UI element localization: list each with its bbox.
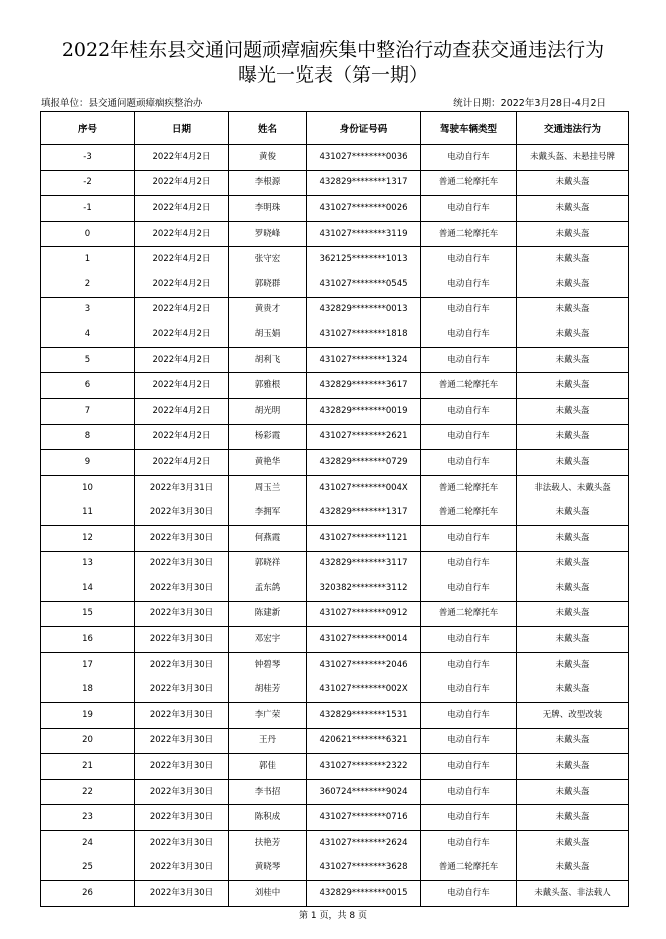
cell-vehicle-type: 电动自行车 xyxy=(421,297,517,322)
table-row xyxy=(41,297,629,322)
cell-vehicle-type: 电动自行车 xyxy=(421,247,517,272)
cell-id-number: 431027********2046 xyxy=(307,652,421,677)
table-row xyxy=(41,424,629,450)
table-row xyxy=(41,475,629,500)
cell-date: 2022年3月30日 xyxy=(135,601,229,627)
cell-vehicle-type: 电动自行车 xyxy=(421,831,517,856)
table-body xyxy=(41,145,629,907)
table-row xyxy=(41,322,629,347)
cell-name: 黄晓琴 xyxy=(229,856,307,881)
cell-serial-number: -3 xyxy=(41,145,135,171)
cell-vehicle-type: 电动自行车 xyxy=(421,576,517,601)
table-header-row xyxy=(41,112,629,145)
cell-date: 2022年4月2日 xyxy=(135,398,229,424)
cell-serial-number: 12 xyxy=(41,525,135,551)
cell-name: 黄俊 xyxy=(229,145,307,171)
cell-serial-number: 1 xyxy=(41,247,135,272)
cell-id-number: 431027********0716 xyxy=(307,805,421,831)
cell-vehicle-type: 电动自行车 xyxy=(421,525,517,551)
cell-date: 2022年3月30日 xyxy=(135,677,229,702)
cell-date: 2022年4月2日 xyxy=(135,221,229,247)
cell-id-number: 360724********9024 xyxy=(307,779,421,805)
cell-violation: 未戴头盔 xyxy=(517,551,629,576)
cell-violation: 未戴头盔 xyxy=(517,779,629,805)
cell-violation: 非法载人、未戴头盔 xyxy=(517,475,629,500)
cell-serial-number: -2 xyxy=(41,170,135,196)
cell-date: 2022年3月30日 xyxy=(135,754,229,780)
table-row xyxy=(41,398,629,424)
cell-violation: 未戴头盔 xyxy=(517,424,629,450)
cell-date: 2022年4月2日 xyxy=(135,450,229,476)
cell-violation: 未戴头盔 xyxy=(517,322,629,347)
cell-serial-number: 23 xyxy=(41,805,135,831)
cell-violation: 未戴头盔、非法载人 xyxy=(517,881,629,907)
cell-violation: 无牌、改型改装 xyxy=(517,703,629,729)
cell-id-number: 431027********0026 xyxy=(307,196,421,222)
page-footer: 第 1 页，共 8 页 xyxy=(299,911,367,921)
cell-name: 郭佳 xyxy=(229,754,307,780)
cell-name: 邓宏宇 xyxy=(229,627,307,653)
cell-serial-number: 8 xyxy=(41,424,135,450)
header-date: 日期 xyxy=(135,112,229,145)
cell-id-number: 431027********3119 xyxy=(307,221,421,247)
cell-serial-number: 15 xyxy=(41,601,135,627)
cell-id-number: 431027********2322 xyxy=(307,754,421,780)
header-name: 姓名 xyxy=(229,112,307,145)
header-id-number: 身份证号码 xyxy=(307,112,421,145)
cell-date: 2022年3月30日 xyxy=(135,627,229,653)
cell-serial-number: 5 xyxy=(41,347,135,373)
cell-serial-number: 22 xyxy=(41,779,135,805)
cell-date: 2022年3月30日 xyxy=(135,779,229,805)
cell-serial-number: 4 xyxy=(41,322,135,347)
cell-vehicle-type: 电动自行车 xyxy=(421,272,517,297)
cell-violation: 未戴头盔 xyxy=(517,601,629,627)
cell-vehicle-type: 普通二轮摩托车 xyxy=(421,221,517,247)
table-row xyxy=(41,272,629,297)
cell-vehicle-type: 电动自行车 xyxy=(421,728,517,754)
table-row xyxy=(41,779,629,805)
violation-table xyxy=(40,111,629,907)
cell-violation: 未戴头盔 xyxy=(517,754,629,780)
cell-violation: 未戴头盔 xyxy=(517,805,629,831)
cell-vehicle-type: 电动自行车 xyxy=(421,347,517,373)
table-row xyxy=(41,703,629,729)
cell-date: 2022年4月2日 xyxy=(135,347,229,373)
cell-id-number: 431027********0014 xyxy=(307,627,421,653)
cell-violation: 未戴头盔 xyxy=(517,627,629,653)
cell-date: 2022年4月2日 xyxy=(135,170,229,196)
cell-id-number: 431027********0912 xyxy=(307,601,421,627)
cell-violation: 未戴头盔 xyxy=(517,677,629,702)
cell-vehicle-type: 电动自行车 xyxy=(421,145,517,171)
cell-name: 周玉兰 xyxy=(229,475,307,500)
document-title xyxy=(0,38,666,88)
cell-id-number: 432829********3617 xyxy=(307,373,421,399)
cell-id-number: 432829********1531 xyxy=(307,703,421,729)
cell-date: 2022年3月30日 xyxy=(135,652,229,677)
table-row xyxy=(41,728,629,754)
cell-name: 李广荣 xyxy=(229,703,307,729)
cell-id-number: 431027********1324 xyxy=(307,347,421,373)
cell-vehicle-type: 电动自行车 xyxy=(421,424,517,450)
cell-serial-number: 25 xyxy=(41,856,135,881)
table-row xyxy=(41,247,629,272)
cell-serial-number: 19 xyxy=(41,703,135,729)
table-row xyxy=(41,525,629,551)
cell-name: 李书招 xyxy=(229,779,307,805)
cell-id-number: 431027********1818 xyxy=(307,322,421,347)
table-row xyxy=(41,754,629,780)
cell-vehicle-type: 电动自行车 xyxy=(421,627,517,653)
cell-id-number: 431027********0545 xyxy=(307,272,421,297)
cell-vehicle-type: 电动自行车 xyxy=(421,754,517,780)
cell-serial-number: 21 xyxy=(41,754,135,780)
cell-serial-number: 7 xyxy=(41,398,135,424)
cell-name: 钟碧琴 xyxy=(229,652,307,677)
cell-serial-number: 10 xyxy=(41,475,135,500)
cell-name: 黄艳华 xyxy=(229,450,307,476)
cell-vehicle-type: 电动自行车 xyxy=(421,398,517,424)
header-vehicle-type: 驾驶车辆类型 xyxy=(421,112,517,145)
cell-vehicle-type: 普通二轮摩托车 xyxy=(421,601,517,627)
cell-violation: 未戴头盔 xyxy=(517,373,629,399)
cell-id-number: 431027********1121 xyxy=(307,525,421,551)
cell-date: 2022年4月2日 xyxy=(135,272,229,297)
cell-vehicle-type: 电动自行车 xyxy=(421,322,517,347)
cell-vehicle-type: 电动自行车 xyxy=(421,652,517,677)
cell-date: 2022年3月30日 xyxy=(135,856,229,881)
cell-violation: 未戴头盔 xyxy=(517,450,629,476)
cell-serial-number: 24 xyxy=(41,831,135,856)
cell-serial-number: 14 xyxy=(41,576,135,601)
cell-violation: 未戴头盔 xyxy=(517,831,629,856)
cell-name: 王丹 xyxy=(229,728,307,754)
cell-date: 2022年4月2日 xyxy=(135,424,229,450)
cell-id-number: 431027********3628 xyxy=(307,856,421,881)
cell-violation: 未戴头盔 xyxy=(517,728,629,754)
cell-id-number: 432829********0015 xyxy=(307,881,421,907)
cell-name: 李根源 xyxy=(229,170,307,196)
cell-violation: 未戴头盔 xyxy=(517,525,629,551)
cell-name: 孟东鸽 xyxy=(229,576,307,601)
cell-date: 2022年4月2日 xyxy=(135,145,229,171)
cell-serial-number: 6 xyxy=(41,373,135,399)
cell-serial-number: 16 xyxy=(41,627,135,653)
cell-serial-number: 20 xyxy=(41,728,135,754)
title-line-2: 曝光一览表（第一期） xyxy=(237,64,428,86)
cell-vehicle-type: 普通二轮摩托车 xyxy=(421,856,517,881)
cell-violation: 未戴头盔 xyxy=(517,272,629,297)
header-violation: 交通违法行为 xyxy=(517,112,629,145)
cell-id-number: 420621********6321 xyxy=(307,728,421,754)
cell-date: 2022年3月30日 xyxy=(135,551,229,576)
cell-serial-number: 11 xyxy=(41,500,135,525)
cell-vehicle-type: 电动自行车 xyxy=(421,779,517,805)
table-row xyxy=(41,196,629,222)
table-row xyxy=(41,601,629,627)
cell-name: 刘桂中 xyxy=(229,881,307,907)
cell-date: 2022年3月30日 xyxy=(135,525,229,551)
cell-date: 2022年4月2日 xyxy=(135,247,229,272)
cell-serial-number: 3 xyxy=(41,297,135,322)
cell-vehicle-type: 电动自行车 xyxy=(421,805,517,831)
cell-id-number: 320382********3112 xyxy=(307,576,421,601)
table-row xyxy=(41,805,629,831)
cell-vehicle-type: 电动自行车 xyxy=(421,881,517,907)
cell-violation: 未戴头盔 xyxy=(517,500,629,525)
cell-violation: 未戴头盔 xyxy=(517,398,629,424)
cell-date: 2022年3月30日 xyxy=(135,703,229,729)
cell-date: 2022年3月30日 xyxy=(135,500,229,525)
cell-id-number: 431027********2621 xyxy=(307,424,421,450)
cell-name: 郭晓群 xyxy=(229,272,307,297)
cell-vehicle-type: 电动自行车 xyxy=(421,450,517,476)
table-row xyxy=(41,856,629,881)
cell-date: 2022年4月2日 xyxy=(135,322,229,347)
cell-date: 2022年3月30日 xyxy=(135,831,229,856)
cell-id-number: 431027********2624 xyxy=(307,831,421,856)
cell-id-number: 431027********004X xyxy=(307,475,421,500)
cell-date: 2022年4月2日 xyxy=(135,297,229,322)
cell-violation: 未戴头盔 xyxy=(517,221,629,247)
cell-violation: 未戴头盔 xyxy=(517,576,629,601)
cell-serial-number: 26 xyxy=(41,881,135,907)
cell-name: 胡玉娟 xyxy=(229,322,307,347)
cell-vehicle-type: 普通二轮摩托车 xyxy=(421,170,517,196)
cell-date: 2022年4月2日 xyxy=(135,196,229,222)
cell-serial-number: 2 xyxy=(41,272,135,297)
cell-vehicle-type: 电动自行车 xyxy=(421,196,517,222)
cell-serial-number: 17 xyxy=(41,652,135,677)
table-row xyxy=(41,677,629,702)
cell-serial-number: 13 xyxy=(41,551,135,576)
table-row xyxy=(41,170,629,196)
cell-id-number: 362125********1013 xyxy=(307,247,421,272)
statistics-date-range: 统计日期：2022年3月28日-4月2日 xyxy=(453,98,606,109)
cell-violation: 未戴头盔 xyxy=(517,170,629,196)
cell-violation: 未戴头盔 xyxy=(517,196,629,222)
title-line-1: 2022年桂东县交通问题顽瘴痼疾集中整治行动查获交通违法行为 xyxy=(61,39,605,61)
cell-name: 郭晓祥 xyxy=(229,551,307,576)
table-row xyxy=(41,450,629,476)
cell-violation: 未戴头盔 xyxy=(517,297,629,322)
header-serial-number: 序号 xyxy=(41,112,135,145)
cell-name: 扶艳芳 xyxy=(229,831,307,856)
cell-name: 李明珠 xyxy=(229,196,307,222)
cell-name: 胡利飞 xyxy=(229,347,307,373)
cell-name: 李拥军 xyxy=(229,500,307,525)
cell-serial-number: 0 xyxy=(41,221,135,247)
cell-date: 2022年3月30日 xyxy=(135,576,229,601)
cell-vehicle-type: 普通二轮摩托车 xyxy=(421,500,517,525)
table-row xyxy=(41,627,629,653)
cell-violation: 未戴头盔 xyxy=(517,247,629,272)
cell-serial-number: 18 xyxy=(41,677,135,702)
cell-name: 黄贵才 xyxy=(229,297,307,322)
cell-violation: 未戴头盔 xyxy=(517,856,629,881)
cell-id-number: 432829********3117 xyxy=(307,551,421,576)
cell-name: 陈建新 xyxy=(229,601,307,627)
cell-name: 杨彩霞 xyxy=(229,424,307,450)
cell-id-number: 432829********1317 xyxy=(307,170,421,196)
table-row xyxy=(41,500,629,525)
cell-vehicle-type: 电动自行车 xyxy=(421,703,517,729)
table-row xyxy=(41,551,629,576)
cell-id-number: 432829********0729 xyxy=(307,450,421,476)
cell-name: 陈积成 xyxy=(229,805,307,831)
cell-violation: 未戴头盔 xyxy=(517,347,629,373)
cell-serial-number: -1 xyxy=(41,196,135,222)
cell-name: 何燕霞 xyxy=(229,525,307,551)
cell-date: 2022年3月31日 xyxy=(135,475,229,500)
cell-id-number: 431027********002X xyxy=(307,677,421,702)
table-row xyxy=(41,576,629,601)
cell-vehicle-type: 普通二轮摩托车 xyxy=(421,475,517,500)
cell-vehicle-type: 电动自行车 xyxy=(421,677,517,702)
table-row xyxy=(41,347,629,373)
cell-id-number: 432829********1317 xyxy=(307,500,421,525)
cell-id-number: 432829********0013 xyxy=(307,297,421,322)
cell-violation: 未戴头盔、未悬挂号牌 xyxy=(517,145,629,171)
cell-violation: 未戴头盔 xyxy=(517,652,629,677)
table-row xyxy=(41,881,629,907)
table-row xyxy=(41,373,629,399)
cell-date: 2022年3月30日 xyxy=(135,728,229,754)
cell-name: 郭雅根 xyxy=(229,373,307,399)
cell-name: 罗晓峰 xyxy=(229,221,307,247)
cell-id-number: 431027********0036 xyxy=(307,145,421,171)
cell-date: 2022年3月30日 xyxy=(135,805,229,831)
cell-date: 2022年4月2日 xyxy=(135,373,229,399)
table-row xyxy=(41,221,629,247)
cell-id-number: 432829********0019 xyxy=(307,398,421,424)
cell-name: 胡光明 xyxy=(229,398,307,424)
reporting-unit: 填报单位：县交通问题顽瘴痼疾整治办 xyxy=(41,98,203,109)
cell-name: 张守宏 xyxy=(229,247,307,272)
table-row xyxy=(41,831,629,856)
cell-vehicle-type: 电动自行车 xyxy=(421,551,517,576)
cell-name: 胡桂芳 xyxy=(229,677,307,702)
table-row xyxy=(41,652,629,677)
cell-vehicle-type: 普通二轮摩托车 xyxy=(421,373,517,399)
cell-serial-number: 9 xyxy=(41,450,135,476)
cell-date: 2022年3月30日 xyxy=(135,881,229,907)
table-row xyxy=(41,145,629,171)
